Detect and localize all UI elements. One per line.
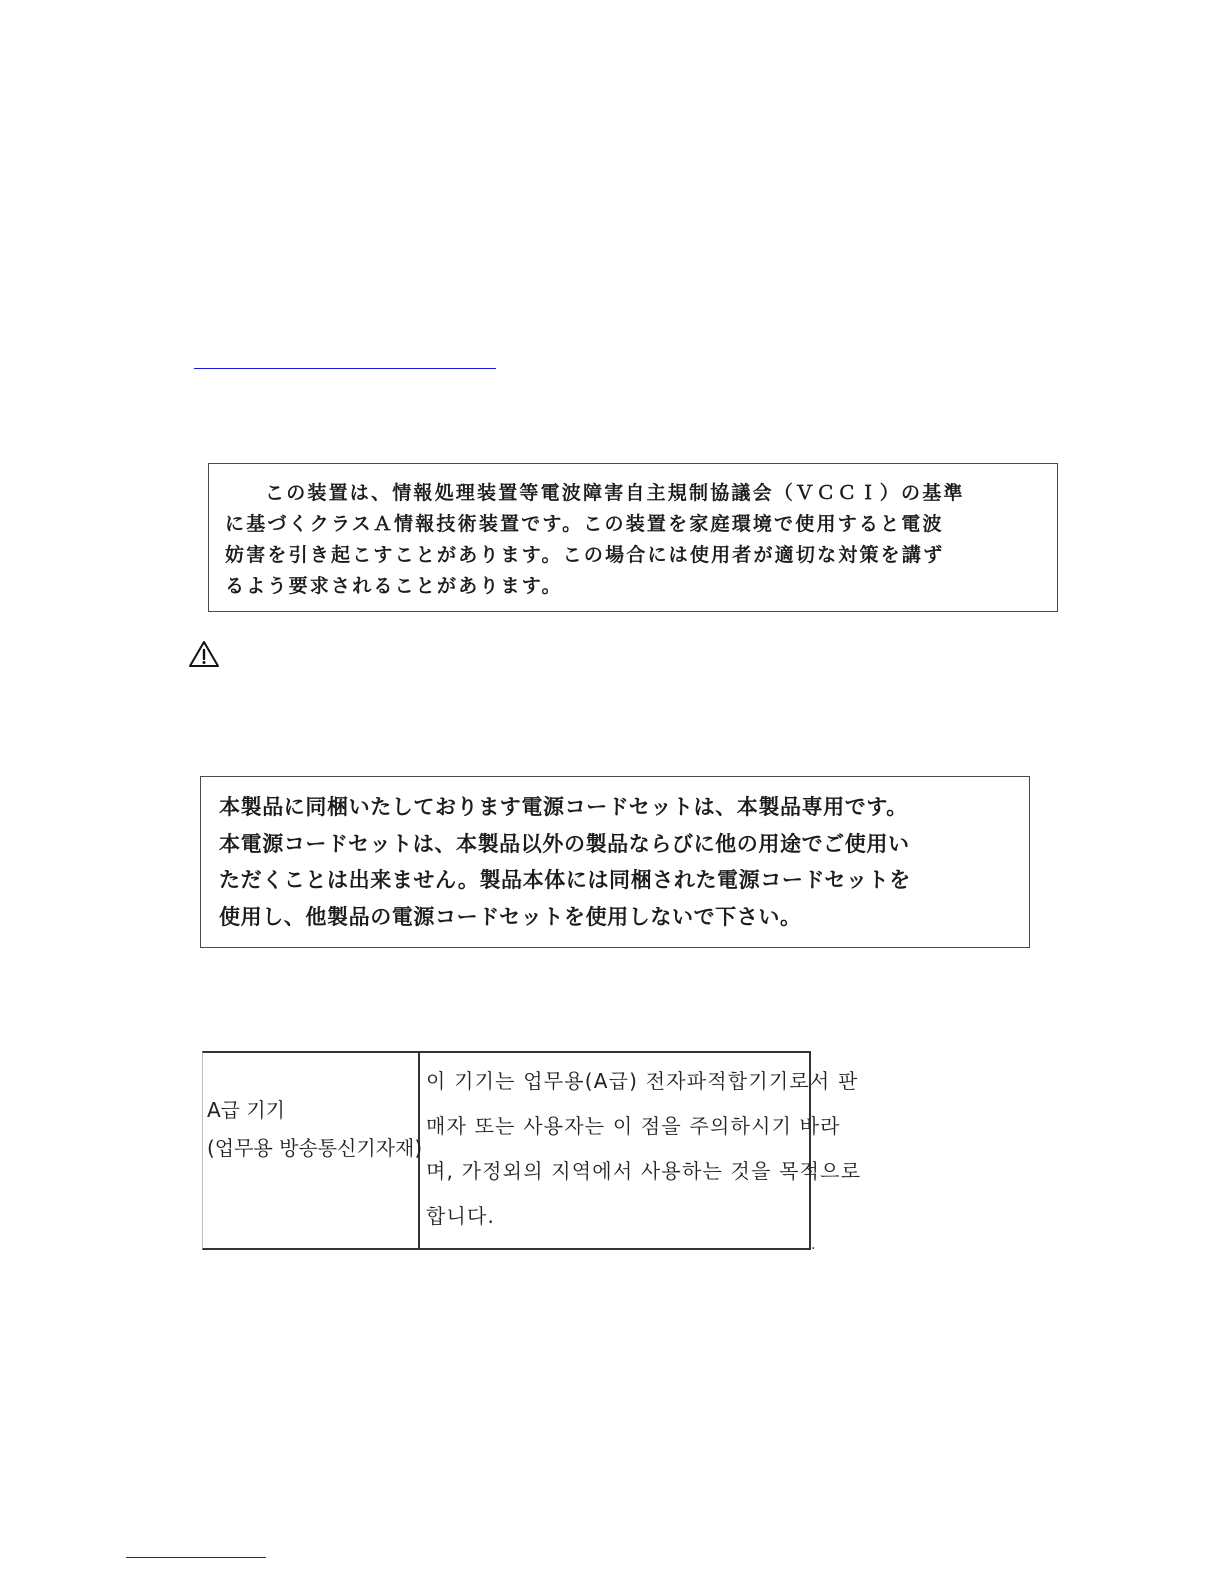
warning-triangle-icon [188, 640, 220, 668]
korea-device-class-line: A급 기기 [207, 1098, 285, 1122]
link-underline[interactable] [194, 368, 496, 369]
power-cord-notice-box [200, 776, 1030, 948]
power-cord-notice-line: 使用し、他製品の電源コードセットを使用しないで下さい。 [219, 904, 802, 929]
korea-notice-line: 며, 가정외의 지역에서 사용하는 것을 목적으로 [426, 1159, 862, 1183]
vcci-notice-line: 妨害を引き起こすことがあります。この場合には使用者が適切な対策を講ず [225, 544, 945, 566]
korea-device-class-line: (업무용 방송통신기자재) [207, 1136, 423, 1160]
power-cord-notice-line: 本製品に同梱いたしております電源コードセットは、本製品専用です。 [219, 795, 908, 819]
korea-device-class-cell [207, 1091, 423, 1167]
vcci-notice-line: に基づくクラスＡ情報技術装置です。この装置を家庭環境で使用すると電波 [225, 513, 944, 535]
korea-notice-text-cell [426, 1059, 862, 1239]
vcci-notice-line: この装置は、情報処理装置等電波障害自主規制協議会（ＶＣＣＩ）の基準 [265, 482, 965, 504]
power-cord-notice-line: ただくことは出来ません。製品本体には同梱された電源コードセットを [219, 868, 911, 892]
footer-link-underline[interactable] [126, 1557, 266, 1558]
korea-class-a-notice-table [202, 1051, 862, 1250]
vcci-notice-line: るよう要求されることがあります。 [225, 575, 563, 597]
vcci-notice-box [208, 463, 1058, 612]
korea-notice-line: 이 기기는 업무용(A급) 전자파적합기기로서 판 [426, 1069, 859, 1093]
table-trailing-mark: . [811, 1237, 816, 1253]
korea-notice-line: 합니다. [426, 1204, 496, 1228]
power-cord-notice-line: 本電源コードセットは、本製品以外の製品ならびに他の用途でご使用い [219, 831, 910, 856]
korea-notice-line: 매자 또는 사용자는 이 점을 주의하시기 바라 [426, 1114, 841, 1138]
